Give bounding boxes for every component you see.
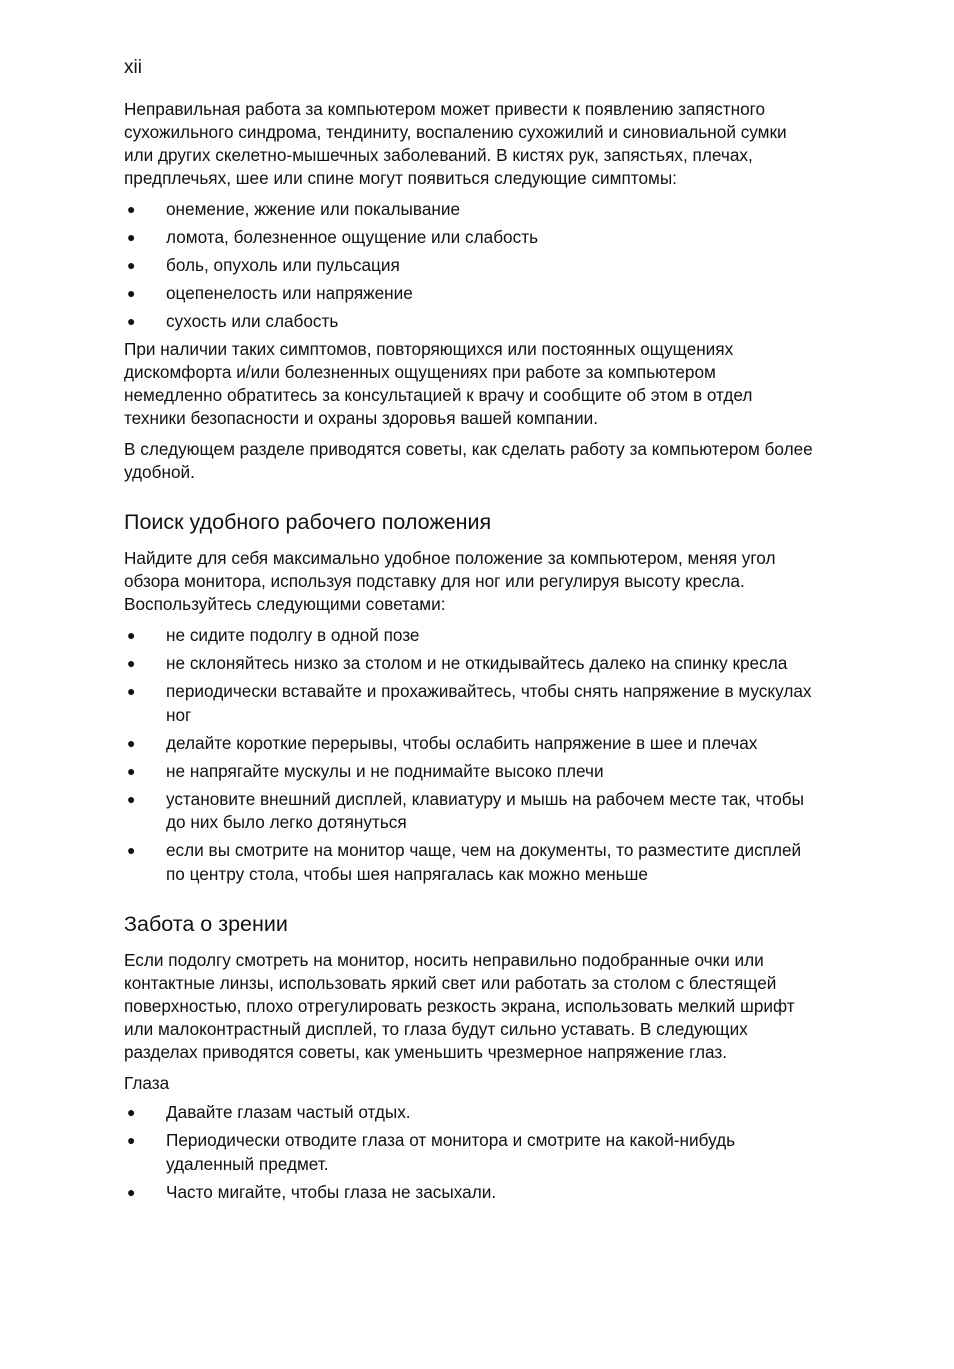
list-item-text: Периодически отводите глаза от монитора и смотрите на какой-нибудь удаленный предмет. — [166, 1130, 736, 1174]
list-item — [124, 198, 814, 222]
list-item-text: ломота, болезненное ощущение или слабость — [166, 227, 539, 247]
list-item-text: боль, опухоль или пульсация — [166, 255, 400, 275]
bullet-icon: ● — [127, 313, 136, 329]
list-item-text: установите внешний дисплей, клавиатуру и мышь на рабочем месте так, чтобы до них было легко дотянуться — [166, 788, 804, 832]
bullet-icon: ● — [127, 790, 136, 807]
list-item — [124, 624, 814, 648]
list-item — [124, 310, 814, 334]
list-item — [124, 282, 814, 306]
page-number: xii — [124, 57, 142, 78]
page-content — [124, 98, 814, 1209]
bullet-icon: ● — [127, 285, 136, 301]
list-item-text: Давайте глазам частый отдых. — [166, 1102, 411, 1122]
list-item-text: оцепенелость или напряжение — [166, 283, 413, 303]
eyes-label: Глаза — [124, 1073, 170, 1093]
intro-paragraph: Неправильная работа за компьютером может привести к появлению запястного сухожильного синдрома, тендиниту, воспалению сухожилий и синовиальной сумки или других скелетно-мышечных заболеваний. В кистях рук, запястьях, плечах, предплечьях, шее или спине могут появиться следующие симптомы: — [124, 99, 787, 188]
list-item-text: не сидите подолгу в одной позе — [166, 625, 420, 645]
list-item — [124, 652, 814, 676]
bullet-icon: ● — [127, 257, 136, 273]
list-item-text: сухость или слабость — [166, 311, 339, 331]
list-item — [124, 732, 814, 756]
bullet-icon: ● — [127, 734, 136, 751]
bullet-icon: ● — [127, 1104, 136, 1120]
list-item — [124, 839, 814, 886]
bullet-icon: ● — [127, 1183, 136, 1200]
position-tips-list — [124, 624, 814, 886]
bullet-icon: ● — [127, 627, 136, 643]
eye-tips-list — [124, 1101, 814, 1204]
list-item — [124, 1129, 814, 1176]
next-section-paragraph: В следующем разделе приводятся советы, как сделать работу за компьютером более удобной. — [124, 439, 813, 482]
list-item-text: онемение, жжение или покалывание — [166, 199, 461, 219]
section-heading-vision: Забота о зрении — [124, 912, 288, 936]
list-item-text: делайте короткие перерывы, чтобы ослабить напряжение в шее и плечах — [166, 732, 758, 753]
position-paragraph: Найдите для себя максимально удобное положение за компьютером, меняя угол обзора монитора, используя подставку для ног или регулируя высоту кресла. Воспользуйтесь следующими советами: — [124, 548, 776, 614]
list-item-text: если вы смотрите на монитор чаще, чем на документы, то разместите дисплей по центру стола, чтобы шея напрягалась как можно меньше — [166, 840, 802, 884]
list-item — [124, 254, 814, 278]
list-item — [124, 760, 814, 784]
bullet-icon: ● — [127, 762, 136, 779]
symptoms-list — [124, 198, 814, 334]
bullet-icon: ● — [127, 229, 136, 245]
list-item — [124, 226, 814, 250]
list-item — [124, 680, 814, 727]
list-item — [124, 1181, 814, 1205]
list-item-text: Часто мигайте, чтобы глаза не засыхали. — [166, 1181, 497, 1202]
list-item — [124, 1101, 814, 1125]
list-item-text: не склоняйтесь низко за столом и не откидывайтесь далеко на спинку кресла — [166, 653, 788, 673]
bullet-icon: ● — [127, 201, 136, 217]
vision-paragraph: Если подолгу смотреть на монитор, носить неправильно подобранные очки или контактные линзы, использовать яркий свет или работать за столом с блестящей поверхностью, плохо отрегулировать резкость экрана, использовать мелкий шрифт или малоконтрастный дисплей, то глаза будут сильно уставать. В следующих разделах приводятся советы, как уменьшить чрезмерное напряжение глаз. — [124, 950, 795, 1062]
bullet-icon: ● — [127, 683, 136, 699]
section-heading-position: Поиск удобного рабочего положения — [124, 510, 492, 534]
bullet-icon: ● — [127, 655, 136, 671]
bullet-icon: ● — [127, 1132, 136, 1148]
symptoms-advice-paragraph: При наличии таких симптомов, повторяющихся или постоянных ощущениях дискомфорта и/или болезненных ощущениях при работе за компьютером немедленно обратитесь за консультацией к врачу и сообщите об этом в отдел техники безопасности и охраны здоровья вашей компании. — [124, 339, 753, 428]
list-item — [124, 788, 814, 835]
bullet-icon: ● — [127, 842, 136, 858]
list-item-text: не напрягайте мускулы и не поднимайте высоко плечи — [166, 760, 604, 781]
list-item-text: периодически вставайте и прохаживайтесь, чтобы снять напряжение в мускулах ног — [166, 681, 812, 725]
